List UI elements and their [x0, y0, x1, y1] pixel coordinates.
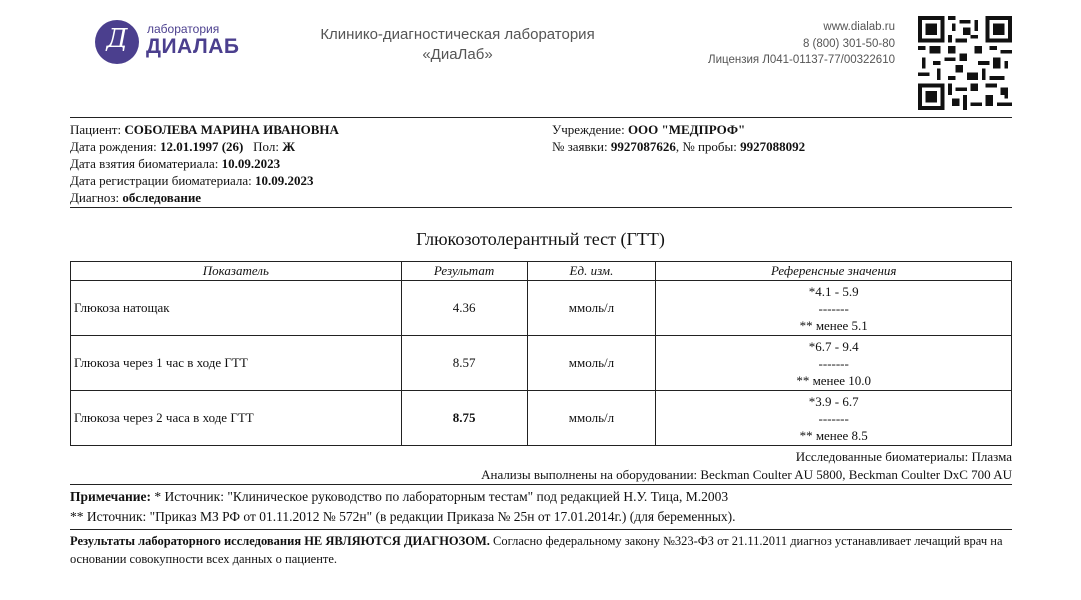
lab-name-line2: «ДиаЛаб»: [422, 46, 493, 63]
dob-label: Дата рождения:: [70, 139, 157, 154]
reference-primary: *6.7 - 9.4: [808, 338, 859, 354]
order-row: [552, 138, 805, 155]
patient-row: [70, 121, 339, 138]
biomaterial-note: Исследованные биоматериалы: Плазма: [795, 449, 1012, 464]
reference-values: [656, 391, 1012, 446]
note-source-1: * Источник: "Клиническое руководство по лабораторным тестам" под редакцией Н.У. Тица, М.2003: [151, 489, 729, 504]
probe-value: 9927088092: [740, 139, 806, 154]
license-number: Лицензия Л041-01137-77/00322610: [708, 54, 895, 66]
patient-name: СОБОЛЕВА МАРИНА ИВАНОВНА: [124, 122, 339, 137]
table-row: [71, 391, 1012, 446]
header-divider: [70, 117, 1012, 118]
reg-date-row: [70, 172, 339, 189]
order-value: 9927087626: [610, 139, 676, 154]
parameter-name: Глюкоза через 2 часа в ходе ГТТ: [71, 391, 402, 446]
diagnosis-value: обследование: [122, 190, 202, 205]
sample-date-value: 10.09.2023: [221, 156, 281, 171]
logo-subtitle: лаборатория: [147, 22, 220, 36]
reference-separator: -------: [818, 300, 849, 316]
results-table: [70, 261, 1012, 446]
diagnosis-label: Диагноз:: [70, 190, 120, 205]
result-value: 4.36: [401, 281, 527, 336]
column-header-result: Результат: [401, 262, 527, 281]
column-header-reference: Референсные значения: [656, 262, 1012, 281]
reg-date-label: Дата регистрации биоматериала:: [70, 173, 252, 188]
parameter-name: Глюкоза через 1 час в ходе ГТТ: [71, 336, 402, 391]
reg-date-value: 10.09.2023: [255, 173, 314, 188]
institution-label: Учреждение:: [552, 122, 625, 137]
dob-row: [70, 138, 339, 155]
unit-value: ммоль/л: [527, 281, 656, 336]
logo-title: ДИАЛАБ: [146, 35, 240, 58]
institution-row: [552, 121, 805, 138]
reference-pregnancy: ** менее 5.1: [799, 317, 868, 333]
note-source-2: ** Источник: "Приказ МЗ РФ от 01.11.2012 № 572н" (в редакции Приказа № 25н от 17.01.2014г.) (для беременных).: [70, 509, 736, 524]
equipment-note: Анализы выполнены на оборудовании: Beckman Coulter AU 5800, Beckman Coulter DxC 700 AU: [481, 467, 1012, 482]
probe-label: , № пробы:: [675, 139, 737, 154]
parameter-name: Глюкоза натощак: [71, 281, 402, 336]
table-header-row: [71, 262, 1012, 281]
conclusion: [70, 532, 1015, 568]
website-link[interactable]: www.dialab.ru: [823, 21, 895, 33]
result-value: 8.75: [401, 391, 527, 446]
lab-name: [300, 25, 615, 65]
table-row: [71, 336, 1012, 391]
test-title: Глюкозотолерантный тест (ГТТ): [416, 229, 665, 249]
sample-date-label: Дата взятия биоматериала:: [70, 156, 219, 171]
reference-values: [656, 281, 1012, 336]
sample-date-row: [70, 155, 339, 172]
reference-pregnancy: ** менее 8.5: [799, 427, 868, 443]
reference-values: [656, 336, 1012, 391]
reference-primary: *3.9 - 6.7: [808, 393, 859, 409]
sex-label: Пол:: [253, 139, 279, 154]
unit-value: ммоль/л: [527, 391, 656, 446]
reference-separator: -------: [818, 355, 849, 371]
column-header-unit: Ед. изм.: [527, 262, 656, 281]
note-line-1: [70, 487, 728, 507]
reference-primary: *4.1 - 5.9: [808, 283, 859, 299]
order-info: [552, 121, 805, 155]
logo-emblem-icon: Д: [95, 20, 139, 64]
institution-value: ООО "МЕДПРОФ": [627, 122, 746, 137]
patient-label: Пациент:: [70, 122, 122, 137]
unit-value: ммоль/л: [527, 336, 656, 391]
info-divider: [70, 207, 1012, 208]
dob-value: 12.01.1997 (26): [159, 139, 244, 154]
order-label: № заявки:: [552, 139, 608, 154]
note-label: Примечание:: [70, 489, 152, 504]
diagnosis-row: [70, 189, 339, 206]
lab-logo: [95, 18, 245, 68]
lab-contacts: [640, 19, 895, 69]
column-header-parameter: Показатель: [71, 262, 402, 281]
reference-pregnancy: ** менее 10.0: [796, 372, 872, 388]
conclusion-text: Согласно федеральному закону №323-ФЗ от 21.11.2011 диагноз устанавливает лечащий врач на основании совокупности всех данных о пациенте.: [70, 534, 1003, 566]
notes-divider: [70, 484, 1012, 485]
phone-number: 8 (800) 301-50-80: [802, 37, 895, 50]
result-value: 8.57: [401, 336, 527, 391]
patient-info: [70, 121, 339, 206]
conclusion-divider: [70, 529, 1012, 530]
qr-code-icon: [918, 16, 1012, 110]
table-row: [71, 281, 1012, 336]
sex-value: Ж: [282, 139, 296, 154]
conclusion-bold: Результаты лабораторного исследования НЕ ЯВЛЯЮТСЯ ДИАГНОЗОМ.: [70, 534, 490, 548]
lab-name-line1: Клинико-диагностическая лаборатория: [320, 26, 595, 43]
reference-separator: -------: [818, 410, 849, 426]
